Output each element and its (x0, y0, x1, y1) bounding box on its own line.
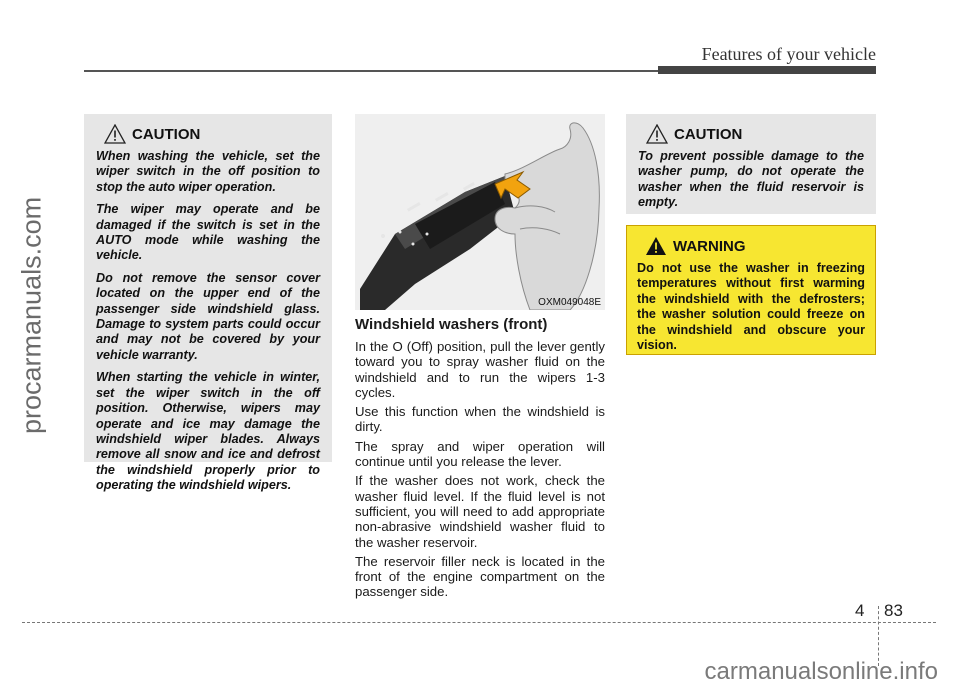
page-number: 83 (884, 601, 903, 620)
warning-text: Do not use the washer in freezing temperatures without first warming the windshield with the defrosters; the washer solution could freeze on the windshield and obscure your vision. (637, 261, 865, 353)
header-rule-accent (658, 66, 876, 74)
wiper-lever-illustration (355, 114, 605, 310)
lever-drawing (355, 114, 605, 310)
section-paragraph: If the washer does not work, check the washer fluid level. If the fluid level is not sufficient, you will need to add appropriate non-abrasive windshield washer fluid to the washer reservoir. (355, 473, 605, 550)
caution-title: CAUTION (674, 125, 743, 143)
section-heading: Windshield washers (front) (355, 316, 548, 333)
caution-box-left (84, 114, 332, 493)
caution-triangle-icon (646, 124, 668, 144)
page-header-title: Features of your vehicle (701, 44, 876, 64)
caution-box-right (626, 114, 876, 214)
section-paragraph: Use this function when the windshield is dirty. (355, 404, 605, 435)
footer-rule (22, 622, 936, 623)
caution-paragraph: To prevent possible damage to the washer pump, do not operate the washer when the fluid reservoir is empty. (638, 149, 864, 210)
warning-box (626, 225, 876, 355)
washer-section (355, 316, 605, 604)
caution-paragraph: The wiper may operate and be damaged if the switch is set in the AUTO mode while washing the vehicle. (96, 202, 320, 263)
caution-triangle-icon (104, 124, 126, 144)
caution-paragraph: Do not remove the sensor cover located on the upper end of the passenger side windshield glass. Damage to system parts could occur and may not be covered by your vehicle warranty. (96, 270, 320, 362)
caution-paragraph: When starting the vehicle in winter, set the wiper switch in the off position. Otherwise, wipers may operate and ice may damage the windshield wiper blades. Always remove all snow and ice and defrost the windshield properly prior to operating the windshield wipers. (96, 370, 320, 493)
section-paragraph: In the O (Off) position, pull the lever gently toward you to spray washer fluid on the windshield and to run the wipers 1-3 cycles. (355, 339, 605, 400)
footer-divider (878, 606, 879, 666)
caution-header (646, 124, 864, 144)
figure-code: OXM049048E (538, 297, 601, 308)
section-paragraph: The spray and wiper operation will continue until you release the lever. (355, 438, 605, 470)
watermark-left: procarmanuals.com (16, 196, 47, 434)
warning-title: WARNING (673, 237, 746, 255)
section-paragraph: The reservoir filler neck is located in the front of the engine compartment on the passenger side. (355, 553, 605, 600)
header-rule (84, 70, 658, 72)
warning-header (645, 236, 865, 256)
warning-triangle-icon (645, 236, 667, 256)
caution-title: CAUTION (132, 125, 201, 143)
caution-paragraph: When washing the vehicle, set the wiper switch in the off position to stop the auto wiper operation. (96, 149, 320, 194)
watermark-bottom: carmanualsonline.info (704, 658, 938, 685)
chapter-number: 4 (855, 601, 865, 620)
caution-header (104, 124, 320, 144)
